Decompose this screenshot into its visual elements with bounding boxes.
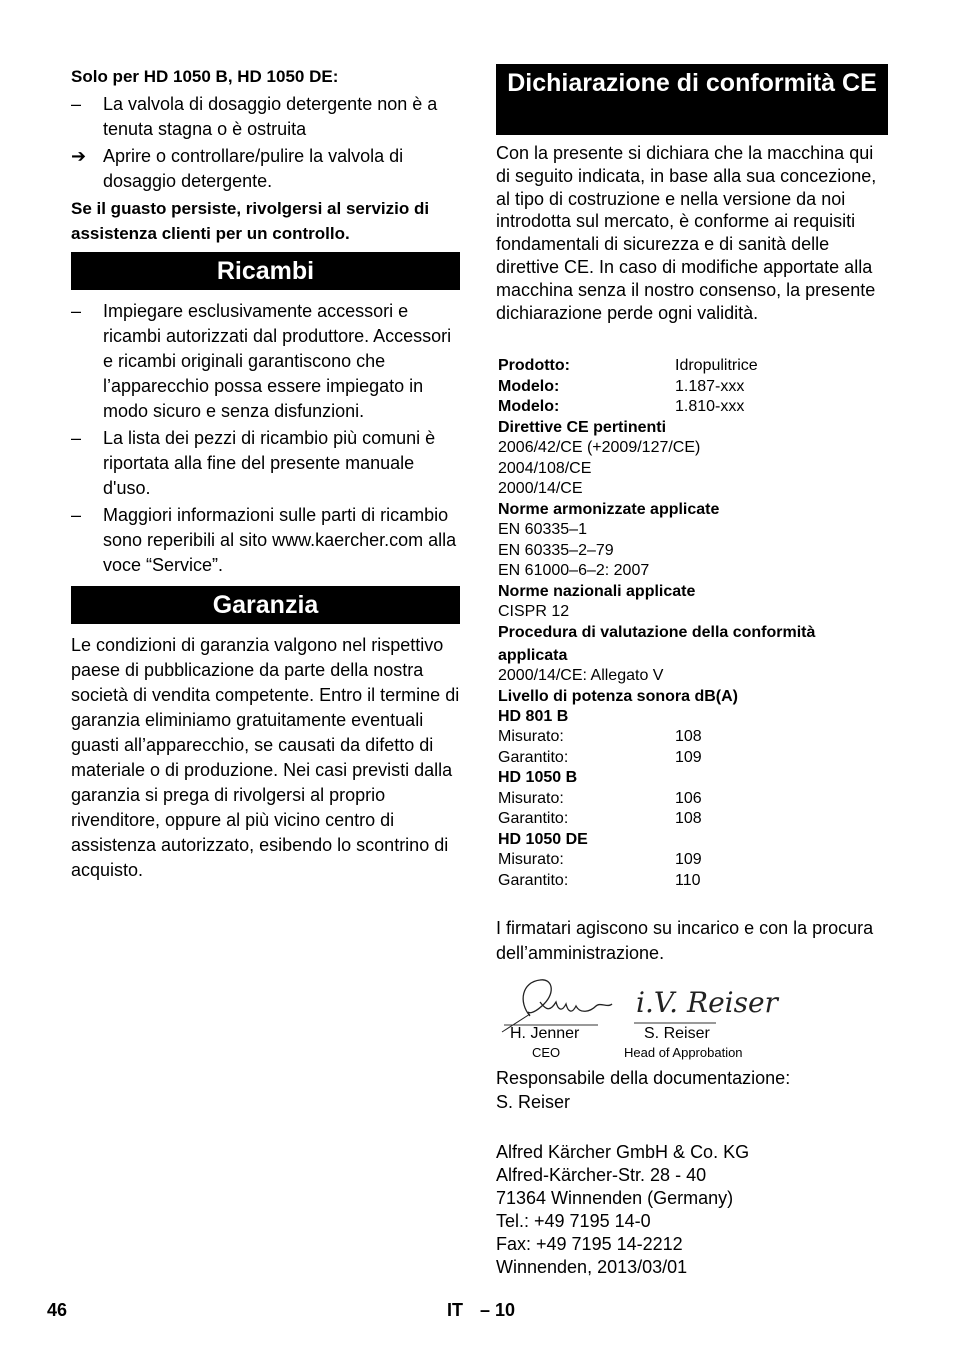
dash-marker: – (71, 301, 82, 321)
procedure-value: 2000/14/CE: Allegato V (498, 667, 664, 684)
ricambi-item-3 (71, 503, 460, 578)
documentation-name: S. Reiser (496, 1092, 571, 1112)
standard-line: EN 60335–1 (498, 521, 587, 538)
company-line: Fax: +49 7195 14-2212 (496, 1234, 683, 1254)
standard-line: EN 60335–2–79 (498, 541, 614, 559)
sound-model: HD 1050 B (498, 769, 578, 786)
standard-line: EN 61000–6–2: 2007 (498, 562, 650, 579)
company-line: Alfred-Kärcher-Str. 28 - 40 (496, 1165, 707, 1185)
guaranteed-label: Garantito: (498, 810, 569, 827)
guaranteed-value: 109 (675, 749, 702, 766)
directive-line: 2004/108/CE (498, 459, 592, 477)
ricambi-item-text: Impiegare esclusivamente accessori e ricambi autorizzati dal produttore. Accessori e ricambi originali garantiscono che l’apparecchio possa essere impiegato in modo sicuro e senza disfunzioni. (103, 301, 452, 421)
company-line: 71364 Winnenden (Germany) (496, 1188, 734, 1208)
sound-model: HD 1050 DE (498, 831, 588, 848)
directive-line: 2006/42/CE (+2009/127/CE) (498, 439, 701, 456)
ricambi-item-1 (71, 299, 460, 424)
ricambi-item-2 (71, 426, 460, 501)
ricambi-item-text: Maggiori informazioni sulle parti di ricambio sono reperibili al sito www.kaercher.com alla voce “Service”. (103, 505, 457, 575)
signatory-name-jenner: H. Jenner (510, 1025, 580, 1042)
measured-label: Misurato: (498, 790, 564, 807)
guaranteed-label: Garantito: (498, 872, 569, 889)
sound-model: HD 801 B (498, 708, 569, 725)
dash-marker: – (71, 428, 82, 448)
guaranteed-value: 108 (675, 810, 702, 827)
model-value: 1.187-xxx (675, 377, 745, 395)
remedy-text: Aprire o controllare/pulire la valvola di dosaggio detergente. (103, 146, 404, 191)
guaranteed-value: 110 (675, 872, 701, 889)
garanzia-heading: Garanzia (71, 586, 460, 624)
measured-label: Misurato: (498, 728, 564, 745)
footer-section-page: – 10 (480, 1300, 516, 1320)
signature-reiser (632, 972, 778, 1024)
company-address (496, 1141, 888, 1279)
signatory-role-reiser: Head of Approbation (624, 1045, 743, 1060)
signatory-role-jenner: CEO (532, 1045, 561, 1060)
footer-language: IT (447, 1300, 463, 1320)
company-line: Tel.: +49 7195 14-0 (496, 1211, 651, 1231)
persist-note: Se il guasto persiste, rivolgersi al servizio di assistenza clienti per un controllo. (71, 199, 430, 243)
measured-value: 109 (675, 851, 702, 868)
fault-item (71, 92, 460, 142)
model-label: Modelo: (498, 398, 560, 415)
page-number: 46 (47, 1300, 68, 1320)
dash-marker: – (71, 94, 82, 114)
product-label: Prodotto: (498, 357, 570, 374)
sound-label: Livello di potenza sonora dB(A) (498, 687, 739, 705)
model-label: Modelo: (498, 377, 560, 395)
signature-reiser-handwriting: i.V. Reiser (636, 986, 778, 1019)
procedure-label: Procedura di valutazione della conformità (498, 623, 816, 641)
garanzia-text: Le condizioni di garanzia valgono nel rispettivo paese di pubblicazione da parte della nostra società di vendita competente. Entro il termine di garanzia eliminiamo gratuitamente eventuali guasti all’apparecchio, se causati da difetto di materiale o di produzione. Nei casi previsti dalla garanzia si prega di rivolgersi al proprio rivenditore, oppure al più vicino centro di assistenza autorizzato, esibendo lo scontrino di acquisto. (71, 635, 460, 880)
conformity-intro: Con la presente si dichiara che la macchina qui di seguito indicata, in base alla sua concezione, al tipo di costruzione e nella versione da noi introdotta sul mercato, è conforme ai requisiti fondamentali di sicurezza e di sanità delle direttive CE. In caso di modifiche apportate alla macchina senza il nostro consenso, la presente dichiarazione perde ogni validità. (496, 143, 877, 323)
remedy-item (71, 144, 460, 194)
documentation-label: Responsabile della documentazione: (496, 1068, 791, 1088)
fault-text: La valvola di dosaggio detergente non è a tenuta stagna o è ostruita (103, 94, 438, 139)
arrow-icon: ➔ (71, 146, 87, 166)
measured-value: 106 (675, 790, 702, 807)
conformity-heading: Dichiarazione di conformità CE (496, 64, 888, 135)
dash-marker: – (71, 505, 82, 525)
ricambi-item-text: La lista dei pezzi di ricambio più comuni è riportata alla fine del presente manuale d'uso. (103, 428, 436, 498)
procedure-label-cont: applicata (498, 646, 568, 664)
directives-label: Direttive CE pertinenti (498, 418, 667, 436)
signatories-note: I firmatari agiscono su incarico e con la procura dell’amministrazione. (496, 918, 874, 963)
signatory-name-reiser: S. Reiser (644, 1025, 710, 1042)
product-value: Idropulitrice (675, 357, 758, 374)
guaranteed-label: Garantito: (498, 749, 569, 766)
ricambi-heading: Ricambi (71, 252, 460, 290)
model-value: 1.810-xxx (675, 398, 745, 415)
measured-label: Misurato: (498, 851, 564, 868)
national-label: Norme nazionali applicate (498, 582, 696, 600)
company-line: Alfred Kärcher GmbH & Co. KG (496, 1142, 750, 1162)
spec-block (496, 356, 888, 896)
national-line: CISPR 12 (498, 603, 570, 620)
solo-heading: Solo per HD 1050 B, HD 1050 DE: (71, 67, 339, 86)
company-line: Winnenden, 2013/03/01 (496, 1257, 688, 1277)
harmonized-label: Norme armonizzate applicate (498, 500, 720, 518)
directive-line: 2000/14/CE (498, 480, 583, 497)
measured-value: 108 (675, 728, 702, 745)
